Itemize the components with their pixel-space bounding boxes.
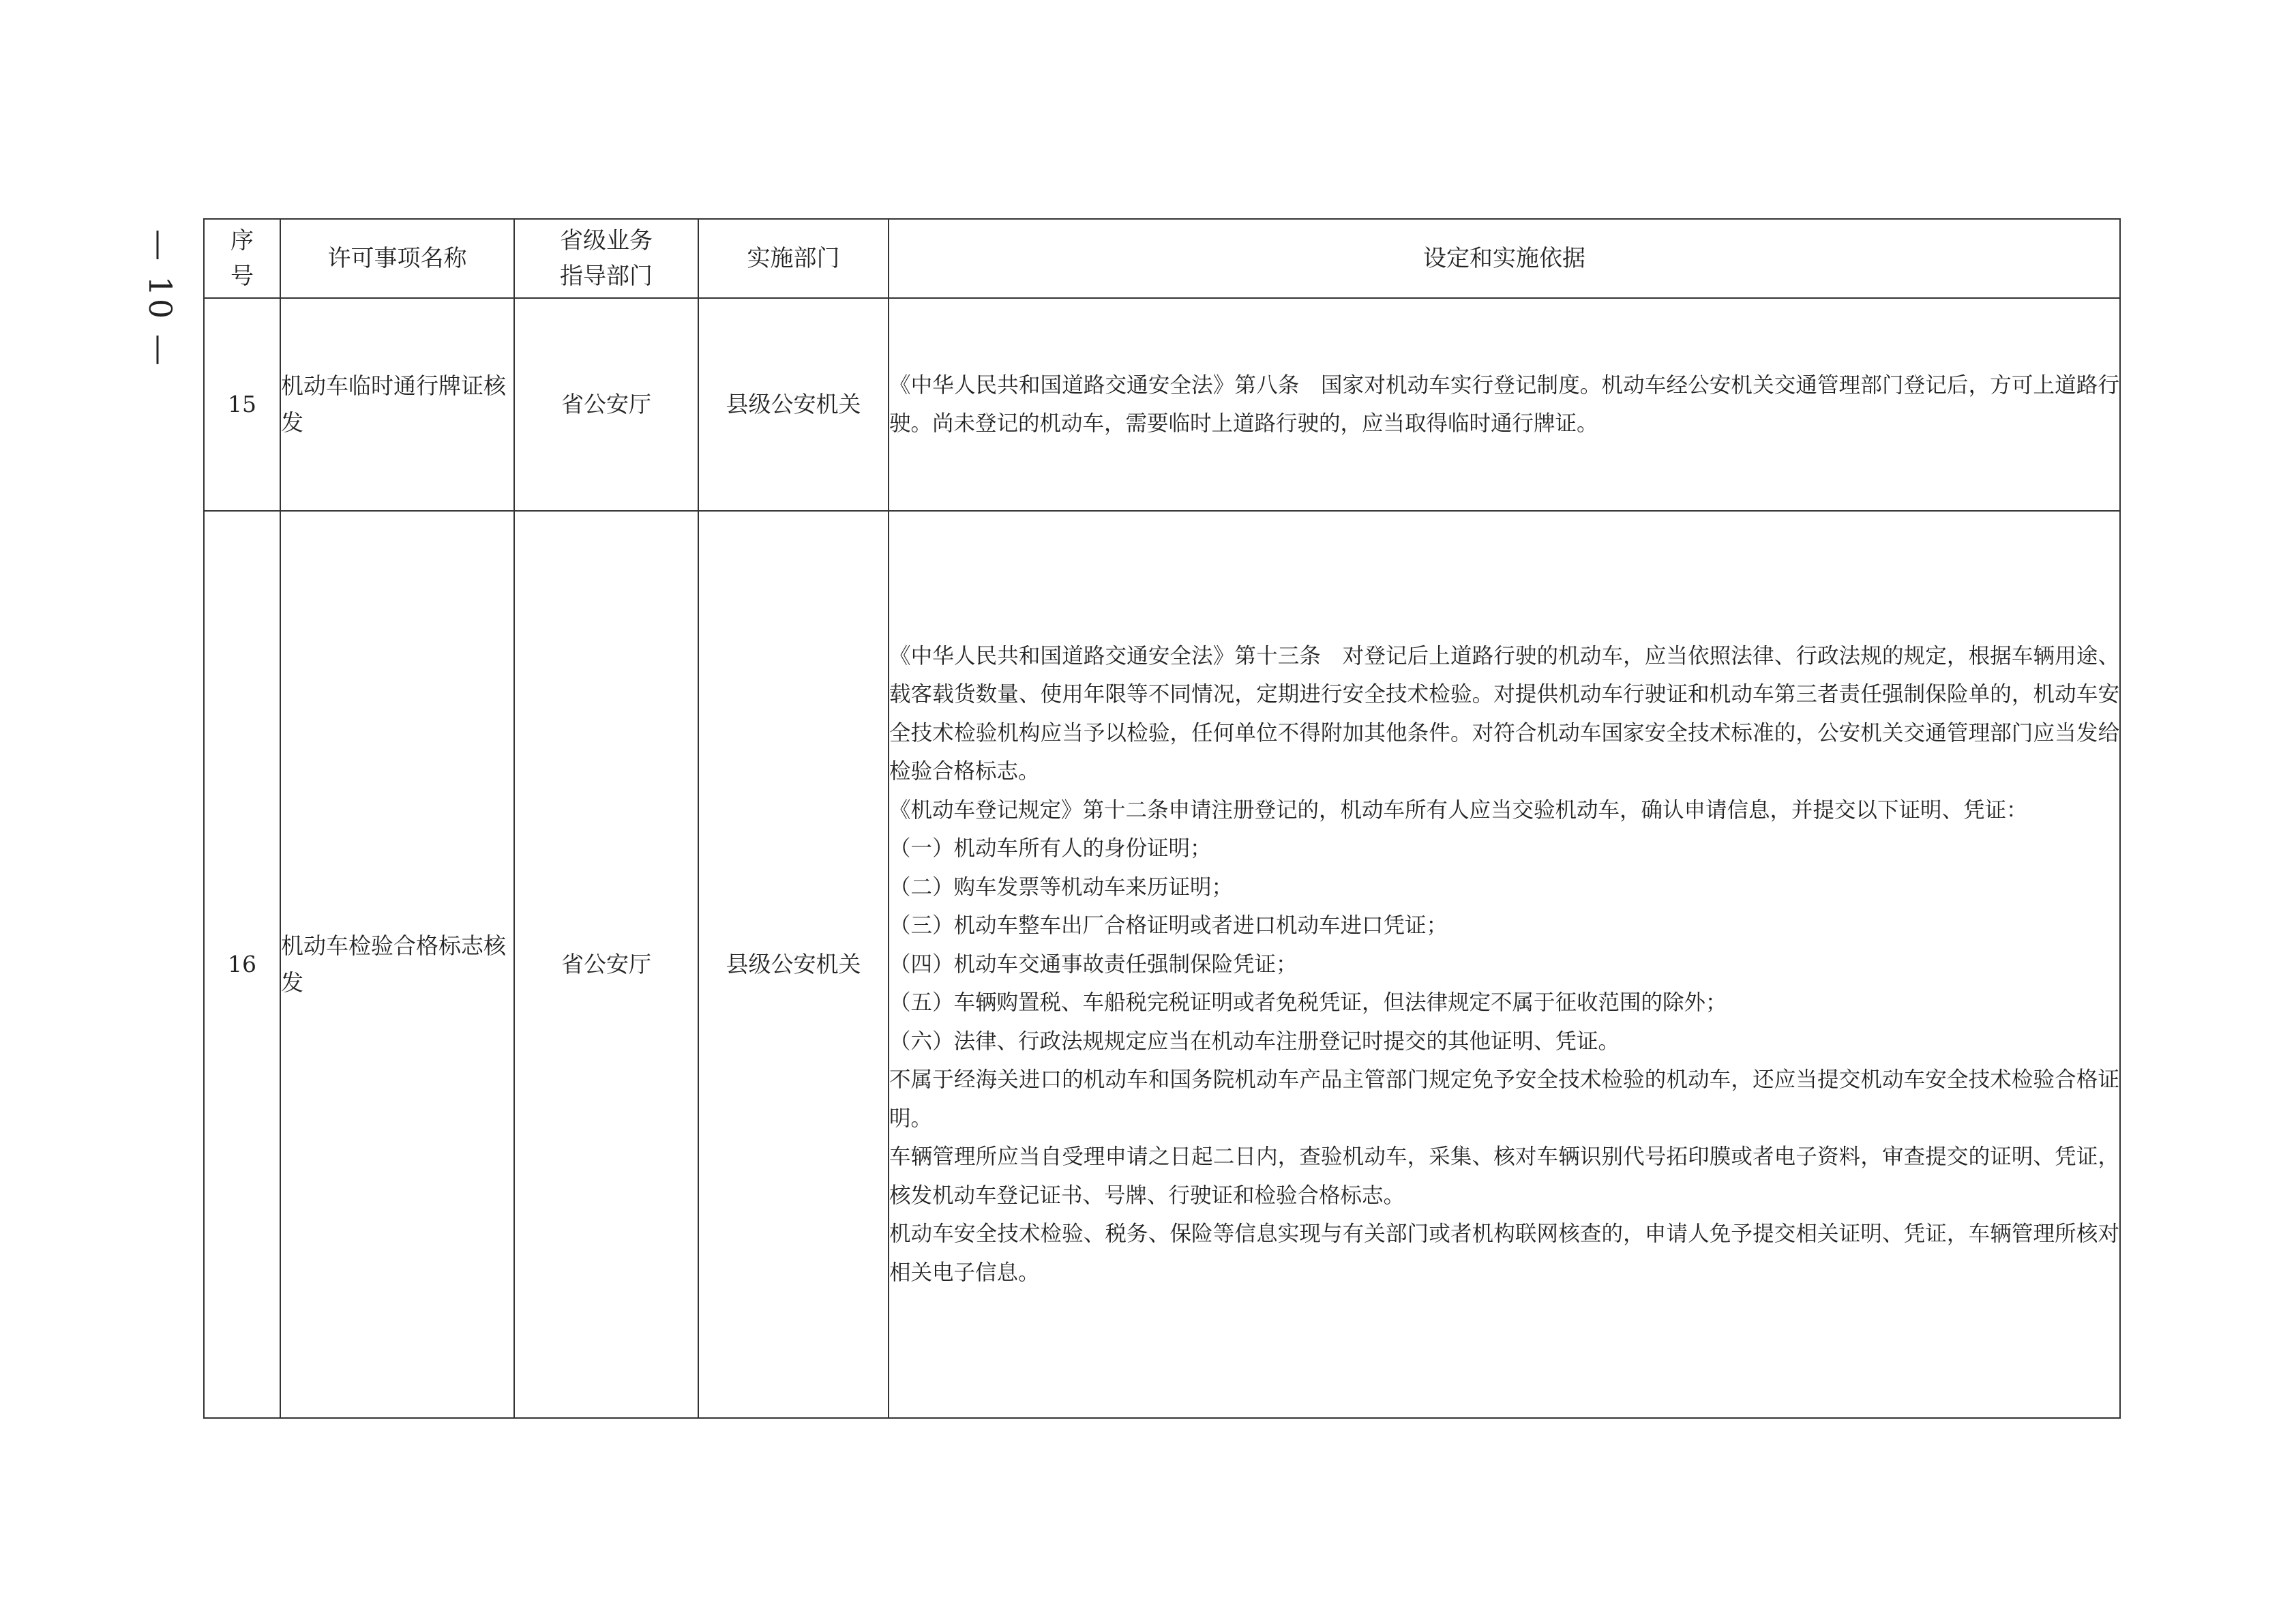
basis-list-item: （一）机动车所有人的身份证明；	[889, 836, 1212, 861]
basis-list-item: （三）机动车整车出厂合格证明或者进口机动车进口凭证；	[889, 913, 1448, 939]
row-guide-dept: 省公安厅	[514, 511, 698, 1418]
basis-list-item: （二）购车发票等机动车来历证明；	[889, 874, 1234, 900]
header-seq-text: 序号	[230, 227, 254, 290]
header-dept	[514, 219, 698, 298]
basis-paragraph: 《中华人民共和国道路交通安全法》第八条 国家对机动车实行登记制度。机动车经公安机关交通管理部门登记后，方可上道路行驶。尚未登记的机动车，需要临时上道路行驶的，应当取得临时通行牌证。	[889, 372, 2119, 436]
table-row	[204, 298, 2120, 511]
permit-table	[203, 218, 2121, 1419]
row-basis	[889, 511, 2120, 1418]
basis-paragraph: 《中华人民共和国道路交通安全法》第十三条 对登记后上道路行驶的机动车，应当依照法律、行政法规的规定，根据车辆用途、载客载货数量、使用年限等不同情况，定期进行安全技术检验。对提供机动车行驶证和机动车第三者责任强制保险单的，机动车安全技术检验机构应当予以检验，任何单位不得附加其他条件。对符合机动车国家安全技术标准的，公安机关交通管理部门应当发给检验合格标志。	[889, 643, 2119, 784]
header-dept-line1: 省级业务	[560, 227, 653, 254]
basis-paragraph: 不属于经海关进口的机动车和国务院机动车产品主管部门规定免予安全技术检验的机动车，还应当提交机动车安全技术检验合格证明。	[889, 1067, 2119, 1131]
page-number-text: — 10 —	[142, 229, 179, 368]
header-dept-line2: 指导部门	[560, 263, 653, 290]
header-impl: 实施部门	[698, 219, 889, 298]
row-impl-dept: 县级公安机关	[698, 298, 889, 511]
basis-list-item: （六）法律、行政法规规定应当在机动车注册登记时提交的其他证明、凭证。	[889, 1029, 1620, 1054]
row-permit-name: 机动车临时通行牌证核发	[280, 298, 514, 511]
basis-paragraph: 机动车安全技术检验、税务、保险等信息实现与有关部门或者机构联网核查的，申请人免予提交相关证明、凭证，车辆管理所核对相关电子信息。	[889, 1222, 2119, 1285]
table-header-row	[204, 219, 2120, 298]
basis-list-item: （四）机动车交通事故责任强制保险凭证；	[889, 951, 1298, 977]
basis-paragraph: 《机动车登记规定》第十二条申请注册登记的，机动车所有人应当交验机动车，确认申请信息，并提交以下证明、凭证：	[889, 797, 2028, 823]
basis-paragraph: 车辆管理所应当自受理申请之日起二日内，查验机动车，采集、核对车辆识别代号拓印膜或者电子资料，审查提交的证明、凭证，核发机动车登记证书、号牌、行驶证和检验合格标志。	[889, 1145, 2119, 1208]
row-seq: 15	[204, 298, 280, 511]
row-guide-dept: 省公安厅	[514, 298, 698, 511]
header-basis: 设定和实施依据	[889, 219, 2120, 298]
row-permit-name: 机动车检验合格标志核发	[280, 511, 514, 1418]
row-impl-dept: 县级公安机关	[698, 511, 889, 1418]
row-basis	[889, 298, 2120, 511]
page-number	[136, 217, 184, 381]
header-name: 许可事项名称	[280, 219, 514, 298]
row-seq: 16	[204, 511, 280, 1418]
basis-list-item: （五）车辆购置税、车船税完税证明或者免税凭证，但法律规定不属于征收范围的除外；	[889, 990, 1727, 1016]
header-seq	[204, 219, 280, 298]
table-row	[204, 511, 2120, 1418]
